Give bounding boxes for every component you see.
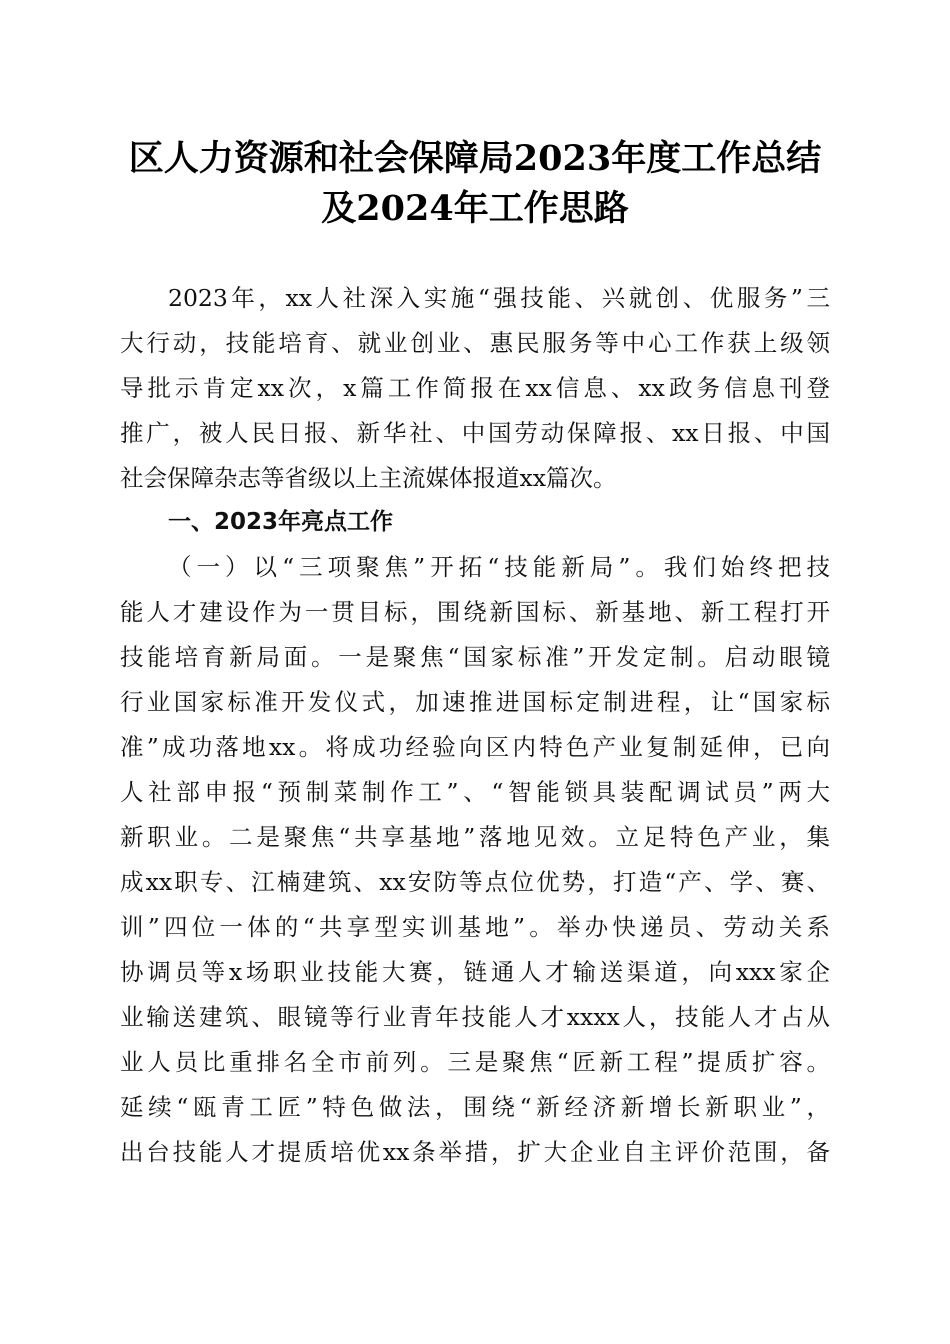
body-line: 技能培育新局面。一是聚焦“国家标准”开发定制。启动眼镜	[120, 643, 830, 671]
document-title-line-2: 及2024年工作思路	[321, 188, 629, 229]
body-line: 成xx职专、江楠建筑、xx安防等点位优势，打造“产、学、赛、	[120, 868, 830, 896]
body-line: 行业国家标准开发仪式，加速推进国标定制进程，让“国家标	[120, 688, 830, 716]
body-line: 协调员等x场职业技能大赛，链通人才输送渠道，向xxx家企	[120, 958, 830, 986]
intro-line: 推广，被人民日报、新华社、中国劳动保障报、xx日报、中国	[120, 419, 830, 447]
body-line: 能人才建设作为一贯目标，围绕新国标、新基地、新工程打开	[120, 598, 830, 626]
section-heading: 一、2023年亮点工作	[168, 509, 394, 535]
body-line: （一）以“三项聚焦”开拓“技能新局”。我们始终把技	[168, 553, 830, 581]
body-line: 业人员比重排名全市前列。三是聚焦“匠新工程”提质扩容。	[120, 1048, 830, 1076]
body-line: 延续“瓯青工匠”特色做法，围绕“新经济新增长新职业”，	[120, 1093, 830, 1121]
intro-line: 大行动，技能培育、就业创业、惠民服务等中心工作获上级领	[120, 329, 830, 357]
document-title-line-1: 区人力资源和社会保障局2023年度工作总结	[128, 138, 822, 179]
intro-line: 社会保障杂志等省级以上主流媒体报道xx篇次。	[120, 464, 617, 492]
body-line: 新职业。二是聚焦“共享基地”落地见效。立足特色产业，集	[120, 823, 830, 851]
body-line: 准”成功落地xx。将成功经验向区内特色产业复制延伸，已向	[120, 733, 830, 761]
body-line: 出台技能人才提质培优xx条举措，扩大企业自主评价范围，备	[120, 1138, 830, 1166]
body-line: 训”四位一体的“共享型实训基地”。举办快递员、劳动关系	[120, 913, 830, 941]
intro-line: 2023年，xx人社深入实施“强技能、兴就创、优服务”三	[168, 284, 830, 312]
intro-line: 导批示肯定xx次，x篇工作简报在xx信息、xx政务信息刊登	[120, 374, 830, 402]
body-line: 业输送建筑、眼镜等行业青年技能人才xxxx人，技能人才占从	[120, 1003, 830, 1031]
body-line: 人社部申报“预制菜制作工”、“智能锁具装配调试员”两大	[120, 778, 830, 806]
